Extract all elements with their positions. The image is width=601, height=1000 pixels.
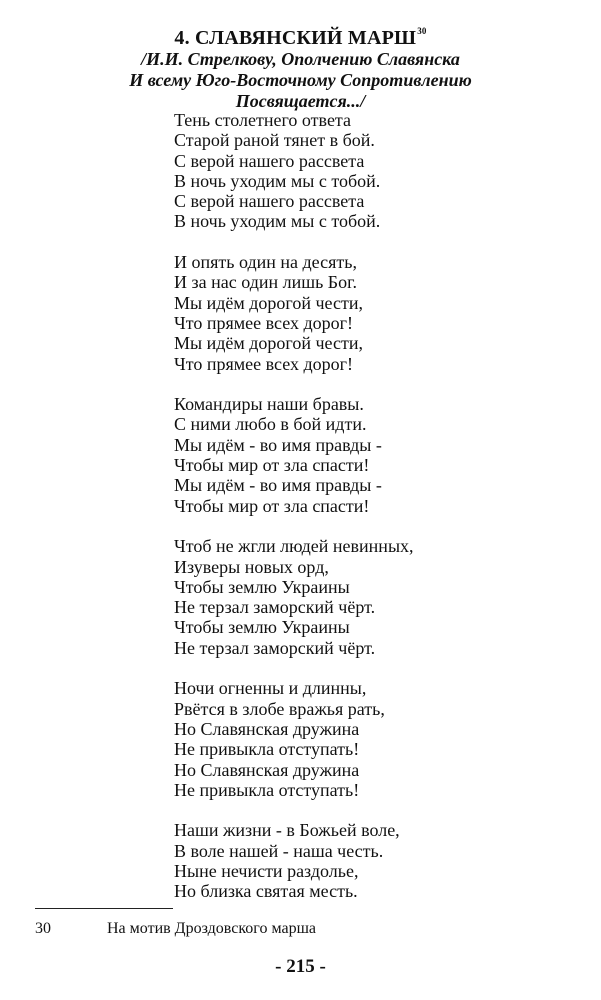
poem-line: Командиры наши бравы. — [174, 394, 364, 415]
dedication — [0, 49, 601, 112]
poem-line: Чтобы мир от зла спасти! — [174, 455, 370, 476]
poem-line: В ночь уходим мы с тобой. — [174, 170, 381, 191]
poem-line: В ночь уходим мы с тобой. — [174, 211, 381, 232]
poem-line: Наши жизни - в Божьей воле, — [174, 820, 400, 841]
poem-line: Мы идём дорогой чести, — [174, 292, 363, 313]
poem-line: Рвётся в злобе вражья рать, — [174, 698, 385, 719]
poem-line: Мы идём - во имя правды - — [174, 434, 382, 455]
poem-title — [0, 26, 601, 50]
poem-line: Чтоб не жгли людей невинных, — [174, 536, 414, 557]
poem-title-text: 4. СЛАВЯНСКИЙ МАРШ — [174, 27, 417, 49]
poem-line: Что прямее всех дорог! — [174, 312, 353, 333]
stanza — [174, 536, 414, 658]
poem-line: Не привыкла отступать! — [174, 779, 360, 800]
poem-line: И опять один на десять, — [174, 252, 357, 273]
poem-line: Не терзал заморский чёрт. — [174, 637, 376, 658]
dedication-line: /И.И. Стрелкову, Ополчению Славянска — [141, 49, 460, 69]
poem-line: Мы идём - во имя правды - — [174, 475, 382, 496]
poem-line: Ныне нечисти раздолье, — [174, 860, 359, 881]
poem-line: Но близка святая месть. — [174, 881, 358, 902]
stanza — [174, 394, 414, 516]
poem-line: Чтобы мир от зла спасти! — [174, 495, 370, 516]
poem-line: Ночи огненны и длинны, — [174, 678, 367, 699]
poem-body — [174, 110, 414, 922]
stanza — [174, 678, 414, 800]
dedication-line: Посвящается.../ — [235, 91, 366, 111]
poem-line: Но Славянская дружина — [174, 718, 360, 739]
stanza — [174, 252, 414, 374]
poem-line: С верой нашего рассвета — [174, 150, 365, 171]
poem-line: Изуверы новых орд, — [174, 556, 329, 577]
poem-line: В воле нашей - наша честь. — [174, 840, 384, 861]
dedication-line: И всему Юго-Восточному Сопротивлению — [129, 70, 472, 90]
page-number: - 215 - — [275, 956, 326, 977]
stanza — [174, 820, 414, 901]
footnote-separator — [35, 908, 173, 909]
poem-line: Но Славянская дружина — [174, 759, 360, 780]
poem-line: С ними любо в бой идти. — [174, 414, 367, 435]
poem-line: С верой нашего рассвета — [174, 191, 365, 212]
poem-line: Не терзал заморский чёрт. — [174, 597, 376, 618]
footnote-number: 30 — [35, 920, 51, 937]
poem-line: Старой раной тянет в бой. — [174, 130, 375, 151]
stanza — [174, 110, 414, 232]
poem-line: Чтобы землю Украины — [174, 617, 350, 638]
poem-line: Чтобы землю Украины — [174, 576, 350, 597]
poem-line: Мы идём дорогой чести, — [174, 333, 363, 354]
footnote-reference: 30 — [417, 26, 427, 36]
poem-line: Не привыкла отступать! — [174, 739, 360, 760]
poem-line: И за нас один лишь Бог. — [174, 272, 357, 293]
poem-line: Что прямее всех дорог! — [174, 353, 353, 374]
footnote-text: На мотив Дроздовского марша — [107, 920, 316, 937]
poem-line: Тень столетнего ответа — [174, 110, 352, 130]
